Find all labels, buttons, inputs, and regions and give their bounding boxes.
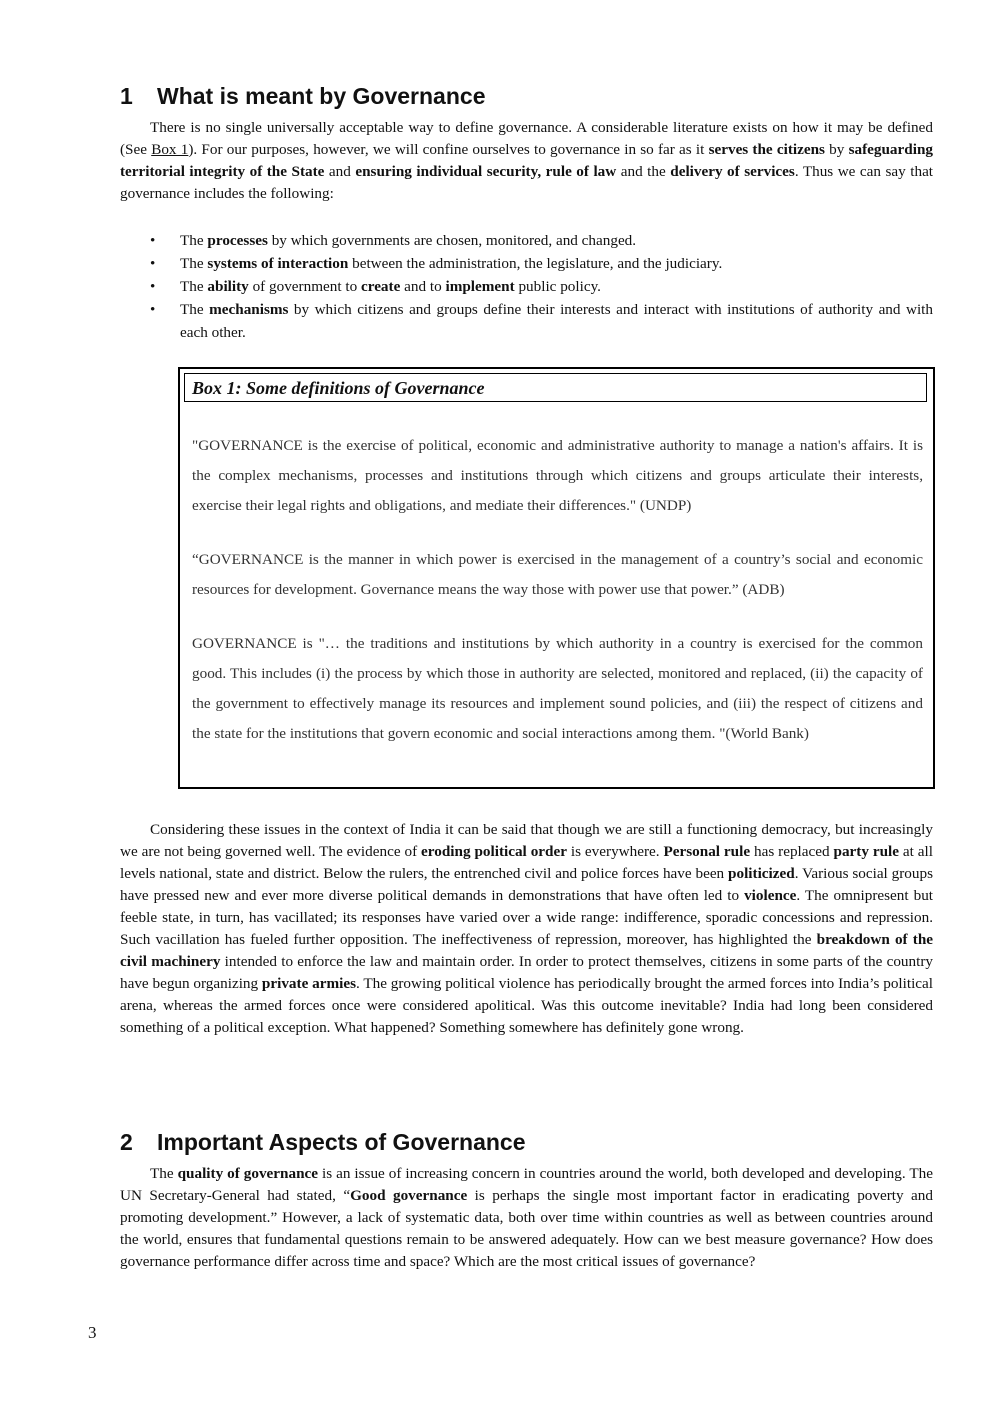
list-item-text (180, 301, 933, 341)
text-segment: intended to enforce the law and maintain order. In order to protect themselves, citizens in some parts of the country have begun organizing (120, 953, 933, 992)
definitions-box (178, 367, 935, 789)
text-segment: The (150, 1165, 178, 1182)
list-item (120, 229, 933, 252)
text-segment: . Various social groups have pressed new and ever more diverse political demands in demonstrations that have often led to (120, 865, 933, 904)
text-segment: at all levels national, state and district. Below the rulers, the entrenched civil and police forces have been (120, 843, 933, 882)
page-number: 3 (88, 1323, 97, 1342)
text-segment: and (324, 163, 356, 180)
text-segment: by which governments are chosen, monitored, and changed. (267, 232, 637, 249)
bold-text: ability (207, 278, 249, 295)
bold-text: implement (445, 278, 515, 295)
box-title: Box 1: Some definitions of Governance (184, 373, 927, 402)
text-segment: by which citizens and groups define their interests and interact with institutions of authority and with each other. (180, 301, 933, 341)
section-number: 1 (120, 83, 133, 109)
list-item (120, 275, 933, 298)
bold-text: party rule (833, 843, 899, 860)
discussion-paragraph (120, 819, 933, 1039)
intro-paragraph (120, 117, 933, 205)
list-item (120, 252, 933, 275)
text-segment: The (180, 278, 208, 295)
bold-text: create (360, 278, 401, 295)
bold-text: breakdown of the civil machinery (120, 931, 934, 970)
text-segment: and to (400, 278, 446, 295)
text-segment: The (180, 255, 208, 272)
list-item-text (180, 232, 636, 249)
text-segment: has replaced (750, 843, 834, 860)
list-item (120, 298, 933, 344)
bold-text: serves the citizens (708, 141, 825, 158)
text-segment: . The growing political violence has periodically brought the armed forces into India’s political arena, whereas the armed forces once were considered apolitical. Was this outcome inevitable? India had long been considered something of a political exception. What happened? Something somewhere has definitely gone wrong. (120, 975, 933, 1036)
text-segment: and the (616, 163, 671, 180)
section-title: What is meant by Governance (157, 83, 486, 109)
definition-world-bank: GOVERNANCE is "… the traditions and institutions by which authority in a country is exercised for the common good. This includes (i) the process by which those in authority are selected, monitored and replaced, (ii) the capacity of the government to effectively manage its resources and implement sound policies, and (iii) the respect of citizens and the state for the institutions that govern economic and social interactions among them. "(World Bank) (192, 635, 923, 742)
section-title: Important Aspects of Governance (157, 1129, 526, 1155)
bold-text: Personal rule (663, 843, 751, 860)
bold-text: ensuring individual security, rule of law (355, 163, 617, 180)
bold-text: Good governance (350, 1187, 468, 1204)
text-segment: Considering these issues in the context of India it can be said that though we are still a functioning democracy, but increasingly we are not being governed well. The evidence of (120, 821, 933, 860)
text-segment: is perhaps the single most important factor in eradicating poverty and promoting development.” However, a lack of systematic data, both over time within countries as well as between countries around the world, ensures that fundamental questions remain to be answered adequately. How can we best measure governance? How does governance performance differ across time and space? Which are the most critical issues of governance? (120, 1187, 933, 1270)
section-2-heading (120, 1129, 526, 1156)
bold-text: private armies (261, 975, 356, 992)
text-segment: of government to (248, 278, 361, 295)
text-segment: There is no single universally acceptable way to define governance. A considerable literature exists on how it may be defined (See (120, 119, 933, 158)
bullet-icon: • (150, 255, 156, 272)
text-segment: ). For our purposes, however, we will confine ourselves to governance in so far as it (188, 141, 709, 158)
bullet-icon: • (150, 232, 156, 249)
bold-text: eroding political order (421, 843, 567, 860)
bold-text: systems of interaction (207, 255, 349, 272)
governance-bullet-list (120, 229, 933, 344)
list-item-text (180, 278, 601, 295)
bold-text: delivery of services (670, 163, 795, 180)
bold-text: politicized (728, 865, 795, 882)
bold-text: safeguarding territorial integrity of the State (120, 141, 933, 180)
text-segment: between the administration, the legislature, and the judiciary. (348, 255, 723, 272)
text-segment: public policy. (514, 278, 601, 295)
text-segment: by (824, 141, 849, 158)
bullet-icon: • (150, 301, 156, 318)
definition-undp: "GOVERNANCE is the exercise of political, economic and administrative authority to manage a nation's affairs. It is the complex mechanisms, processes and institutions through which citizens and groups articulate their interests, exercise their legal rights and obligations, and mediate their differences." (UNDP) (192, 437, 923, 514)
text-segment: is everywhere. (566, 843, 664, 860)
bold-text: quality of governance (177, 1165, 319, 1182)
bullet-icon: • (150, 278, 156, 295)
box-1-link[interactable]: Box 1 (151, 141, 189, 158)
text-segment: The (180, 232, 208, 249)
section-number: 2 (120, 1129, 133, 1155)
section-2-paragraph (120, 1163, 933, 1273)
text-segment: is an issue of increasing concern in countries around the world, both developed and developing. The UN Secretary-General had stated, “ (120, 1165, 933, 1204)
text-segment: . The omnipresent but feeble state, in turn, has vacillated; its responses have varied over a wide range: indifference, sporadic concessions and repression. Such vacillation has fueled further opposition. The ineffectiveness of repression, moreover, has highlighted the (120, 887, 934, 948)
text-segment: The (180, 301, 210, 318)
definition-adb: “GOVERNANCE is the manner in which power is exercised in the management of a country’s social and economic resources for development. Governance means the way those with power use that power.” (ADB) (192, 551, 923, 598)
bold-text: violence (744, 887, 797, 904)
bold-text: processes (207, 232, 268, 249)
text-segment: . Thus we can say that governance includes the following: (120, 163, 934, 202)
list-item-text (180, 255, 722, 272)
section-1-heading (120, 83, 485, 110)
bold-text: mechanisms (209, 301, 289, 318)
